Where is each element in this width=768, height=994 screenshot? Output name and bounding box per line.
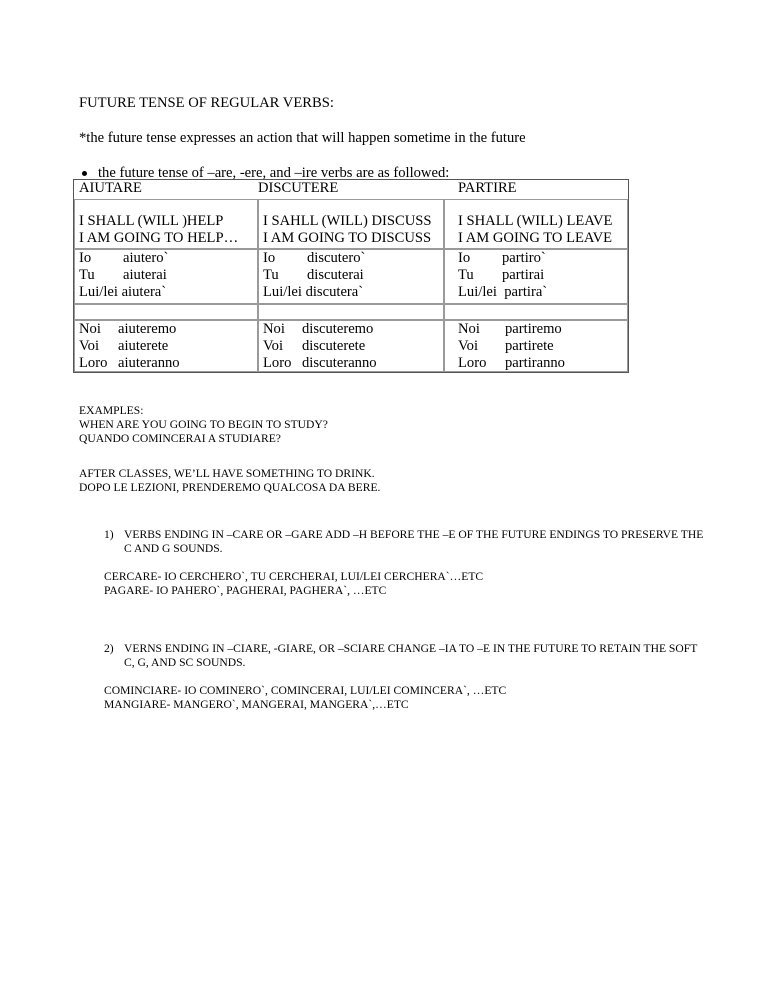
meaning-line: I SHALL (WILL) LEAVE	[458, 213, 613, 229]
rule-example: PAGARE- IO PAHERO`, PAGHERAI, PAGHERA`, …ETC	[104, 584, 387, 597]
conjugation-row	[263, 250, 365, 267]
verb-form: aiuterete	[118, 338, 169, 354]
pronoun: Tu	[458, 267, 474, 283]
verb-form: partirete	[505, 338, 554, 354]
rule-example: COMINCIARE- IO COMINERO`, COMINCERAI, LUI/LEI COMINCERA`, …ETC	[104, 684, 507, 697]
pronoun: Loro	[263, 355, 292, 371]
conjugation-row	[458, 338, 554, 355]
verb-form: discuterete	[302, 338, 366, 354]
verb-form: aiuteranno	[118, 355, 180, 371]
verb-form: discuteranno	[302, 355, 377, 371]
rule-text: VERBS ENDING IN –CARE OR –GARE ADD –H BEFORE THE –E OF THE FUTURE ENDINGS TO PRESERVE THE	[124, 528, 704, 541]
conjugation-row	[458, 250, 546, 267]
pronoun: Loro	[458, 355, 487, 371]
rule-number: 2)	[104, 642, 114, 655]
meaning-line: I SAHLL (WILL) DISCUSS	[263, 213, 432, 229]
example-line: DOPO LE LEZIONI, PRENDEREMO QUALCOSA DA BERE.	[79, 481, 381, 494]
pronoun: Tu	[263, 267, 279, 283]
verb-form: partiranno	[505, 355, 565, 371]
verb-form: partiremo	[505, 321, 562, 337]
verb-form: discuterai	[307, 267, 364, 283]
verb-form: aiuteremo	[118, 321, 177, 337]
verb-form: aiutero`	[123, 250, 169, 266]
verb-form: discutero`	[307, 250, 366, 266]
pronoun: Tu	[79, 267, 95, 283]
conjugation-row	[79, 267, 167, 284]
rule-text: VERNS ENDING IN –CIARE, -GIARE, OR –SCIARE CHANGE –IA TO –E IN THE FUTURE TO RETAIN THE SOFT	[124, 642, 698, 655]
bullet-text: the future tense of –are, -ere, and –ire verbs are as followed:	[98, 165, 450, 181]
meaning-line: I AM GOING TO LEAVE	[458, 230, 613, 246]
pronoun: Voi	[263, 338, 284, 354]
rule-text: C AND G SOUNDS.	[124, 542, 223, 555]
verb-form: partira`	[504, 284, 548, 300]
pronoun: Voi	[458, 338, 479, 354]
example-line: QUANDO COMINCERAI A STUDIARE?	[79, 432, 281, 445]
conjugation-row	[79, 321, 176, 338]
conjugation-row	[263, 267, 364, 284]
meaning-line: I SHALL (WILL )HELP	[79, 213, 224, 229]
verb-form: discutera`	[305, 284, 364, 300]
rule-example: MANGIARE- MANGERO`, MANGERAI, MANGERA`,…ETC	[104, 698, 409, 711]
bullet-icon	[82, 171, 87, 176]
table-cell	[74, 304, 258, 320]
conjugation-row	[79, 355, 180, 372]
verb-form: partiro`	[502, 250, 546, 266]
conjugation-row	[79, 250, 168, 267]
rule-number: 1)	[104, 528, 114, 541]
verb-header-aiutare: AIUTARE	[79, 180, 142, 196]
pronoun: Loro	[79, 355, 108, 371]
table-cell	[444, 304, 628, 320]
pronoun: Lui/lei	[79, 284, 118, 300]
pronoun: Lui/lei	[458, 284, 497, 300]
verb-form: aiuterai	[123, 267, 167, 283]
pronoun: Voi	[79, 338, 100, 354]
conjugation-row	[263, 338, 365, 355]
page-title: FUTURE TENSE OF REGULAR VERBS:	[79, 95, 334, 111]
conjugation-table	[73, 179, 629, 373]
meaning-line: I AM GOING TO HELP…	[79, 230, 239, 246]
conjugation-row	[79, 338, 168, 355]
conjugation-row	[458, 355, 565, 372]
verb-form: aiutera`	[121, 284, 167, 300]
conjugation-row	[458, 284, 547, 301]
verb-form: discuteremo	[302, 321, 374, 337]
pronoun: Noi	[458, 321, 480, 337]
example-line: WHEN ARE YOU GOING TO BEGIN TO STUDY?	[79, 418, 328, 431]
conjugation-row	[458, 321, 562, 338]
rule-example: CERCARE- IO CERCHERO`, TU CERCHERAI, LUI/LEI CERCHERA`…ETC	[104, 570, 484, 583]
conjugation-row	[263, 355, 377, 372]
conjugation-row	[263, 321, 373, 338]
verb-header-discutere: DISCUTERE	[258, 180, 339, 196]
pronoun: Io	[458, 250, 471, 266]
pronoun: Noi	[79, 321, 101, 337]
pronoun: Io	[263, 250, 276, 266]
intro-text: *the future tense expresses an action that will happen sometime in the future	[79, 130, 526, 146]
examples-heading: EXAMPLES:	[79, 404, 144, 417]
conjugation-row	[79, 284, 166, 301]
pronoun: Lui/lei	[263, 284, 302, 300]
conjugation-row	[458, 267, 544, 284]
example-line: AFTER CLASSES, WE’LL HAVE SOMETHING TO DRINK.	[79, 467, 375, 480]
conjugation-row	[263, 284, 363, 301]
rule-text: C, G, AND SC SOUNDS.	[124, 656, 246, 669]
table-cell	[258, 304, 444, 320]
pronoun: Noi	[263, 321, 285, 337]
verb-form: partirai	[502, 267, 545, 283]
verb-header-partire: PARTIRE	[458, 180, 517, 196]
pronoun: Io	[79, 250, 92, 266]
meaning-line: I AM GOING TO DISCUSS	[263, 230, 432, 246]
